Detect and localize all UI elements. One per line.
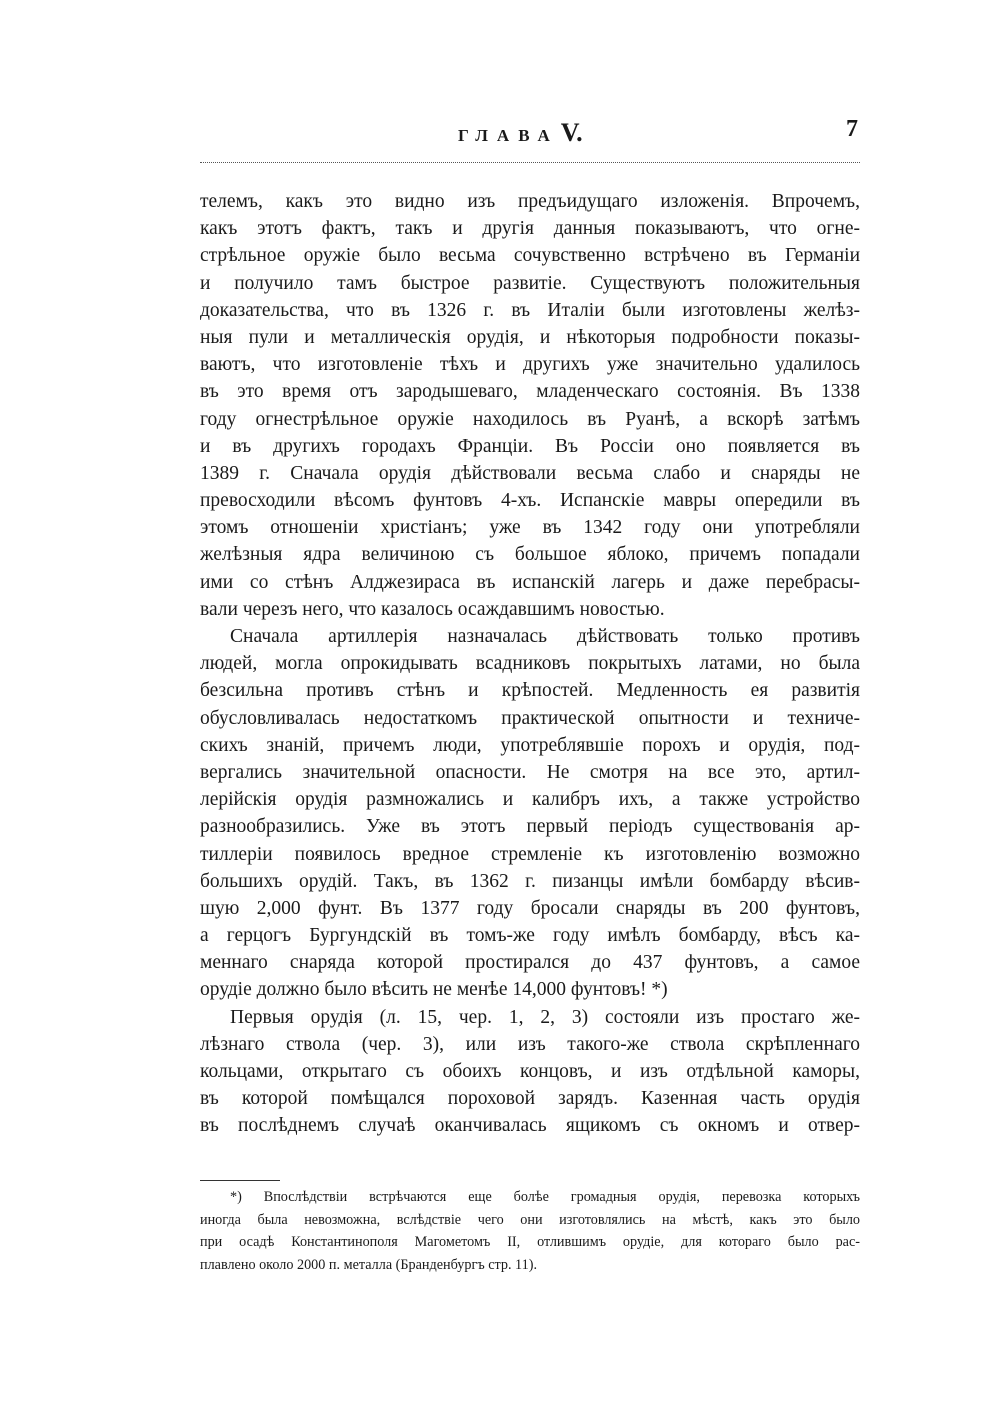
text-line: стрѣльное оружіе было весьма сочувственно встрѣчено въ Германіи <box>200 245 860 267</box>
header-divider <box>200 162 860 163</box>
footnote-line: при осадѣ Константинополя Магометомъ II, отлившимъ орудіе, для котораго было рас- <box>200 1234 860 1250</box>
page-header <box>200 112 860 152</box>
text-line: телемъ, какъ это видно изъ предъидущаго изложенія. Впрочемъ, <box>200 191 860 212</box>
text-line: шую 2,000 фунт. Въ 1377 году бросали снаряды въ 200 фунтовъ, <box>200 897 860 919</box>
chapter-number: V. <box>560 118 583 147</box>
text-line: въ которой помѣщался пороховой зарядъ. Казенная часть орудія <box>200 1088 860 1110</box>
text-line: въ это время отъ зародышеваго, младенческаго состоянія. Въ 1338 <box>200 381 860 403</box>
text-line: скихъ знаній, причемъ люди, употреблявшіе порохъ и орудія, под- <box>200 734 860 756</box>
text-line: кольцами, открытаго съ обоихъ концовъ, и изъ отдѣльной каморы, <box>200 1061 860 1082</box>
text-line: меннаго снаряда которой простирался до 437 фунтовъ, а самое <box>200 952 860 974</box>
text-line: обусловливалась недостаткомъ практической опытности и техниче- <box>200 707 860 729</box>
text-line: а герцогъ Бургундскій въ томъ-же году имѣлъ бомбарду, вѣсъ ка- <box>200 925 860 947</box>
text-line: большихъ орудій. Такъ, въ 1362 г. пизанцы имѣли бомбарду вѣсив- <box>200 870 860 892</box>
footnote-divider <box>200 1180 280 1181</box>
footnote-line: плавлено около 2000 п. металла (Бранденбургъ стр. 11). <box>200 1256 537 1273</box>
text-line: вергались значительной опасности. Не смотря на все это, артил- <box>200 761 860 783</box>
text-line: и въ другихъ городахъ Франціи. Въ Россіи оно появляется въ <box>200 435 860 457</box>
page-number: 7 <box>846 116 858 142</box>
body-text <box>200 188 860 1140</box>
text-line: лерійскія орудія размножались и калибръ ихъ, а также устройство <box>200 789 860 811</box>
text-line: вали черезъ него, что казалось осаждавшимъ новостью. <box>200 598 665 620</box>
text-line: ими со стѣнъ Алджезираса въ испанскій лагерь и даже перебрасы- <box>200 571 860 593</box>
text-line: желѣзныя ядра величиною съ большое яблоко, причемъ попадали <box>200 544 860 566</box>
text-line: году огнестрѣльное оружіе находилось въ Руанѣ, а вскорѣ затѣмъ <box>200 408 860 430</box>
text-line: безсильна противъ стѣнъ и крѣпостей. Медленность ея развитія <box>200 680 860 702</box>
text-line: 1389 г. Сначала орудія дѣйствовали весьма слабо и снаряды не <box>200 462 860 484</box>
footnote <box>200 1186 860 1276</box>
chapter-label: ГЛАВА <box>458 126 559 145</box>
text-line: лѣзнаго ствола (чер. 3), или изъ такого-же ствола скрѣпленнаго <box>200 1033 860 1055</box>
text-line: Первыя орудія (л. 15, чер. 1, 2, 3) состояли изъ простаго же- <box>230 1006 860 1028</box>
text-line: и получило тамъ быстрое развитіе. Существуютъ положительныя <box>200 272 860 294</box>
text-line: ваютъ, что изготовленіе тѣхъ и другихъ уже значительно удалилось <box>200 354 860 376</box>
text-line: превосходили вѣсомъ фунтовъ 4-хъ. Испанскіе мавры опередили въ <box>200 490 860 512</box>
text-line: разнообразились. Уже въ этотъ первый періодъ существованія ар- <box>200 816 860 838</box>
footnote-line: *) Впослѣдствіи встрѣчаются еще болѣе громадныя орудія, перевозка которыхъ <box>230 1189 860 1205</box>
paragraph-1 <box>200 188 860 623</box>
text-line: доказательства, что въ 1326 г. въ Италіи были изготовлены желѣз- <box>200 299 860 321</box>
text-line: Сначала артиллерія назначалась дѣйствовать только противъ <box>230 626 860 647</box>
text-line: ныя пули и металлическія орудія, и нѣкоторыя подробности показы- <box>200 326 860 348</box>
text-line: тиллеріи появилось вредное стремленіе къ изготовленію возможно <box>200 843 860 865</box>
footnote-line: иногда была невозможна, вслѣдствіе чего они изготовлялись на мѣстѣ, какъ это было <box>200 1211 860 1228</box>
paragraph-3 <box>200 1004 860 1140</box>
text-line: орудіе должно было вѣсить не менѣе 14,000 фунтовъ! *) <box>200 979 668 1001</box>
text-line: людей, могла опрокидывать всадниковъ покрытыхъ латами, но была <box>200 653 860 675</box>
text-line: какъ этотъ фактъ, такъ и другія данныя показываютъ, что огне- <box>200 218 860 240</box>
paragraph-2 <box>200 623 860 1004</box>
chapter-heading <box>458 118 583 148</box>
text-line: этомъ отношеніи христіанъ; уже въ 1342 году они употребляли <box>200 517 860 539</box>
text-line: въ послѣднемъ случаѣ оканчивалась ящикомъ съ окномъ и отвер- <box>200 1115 860 1137</box>
